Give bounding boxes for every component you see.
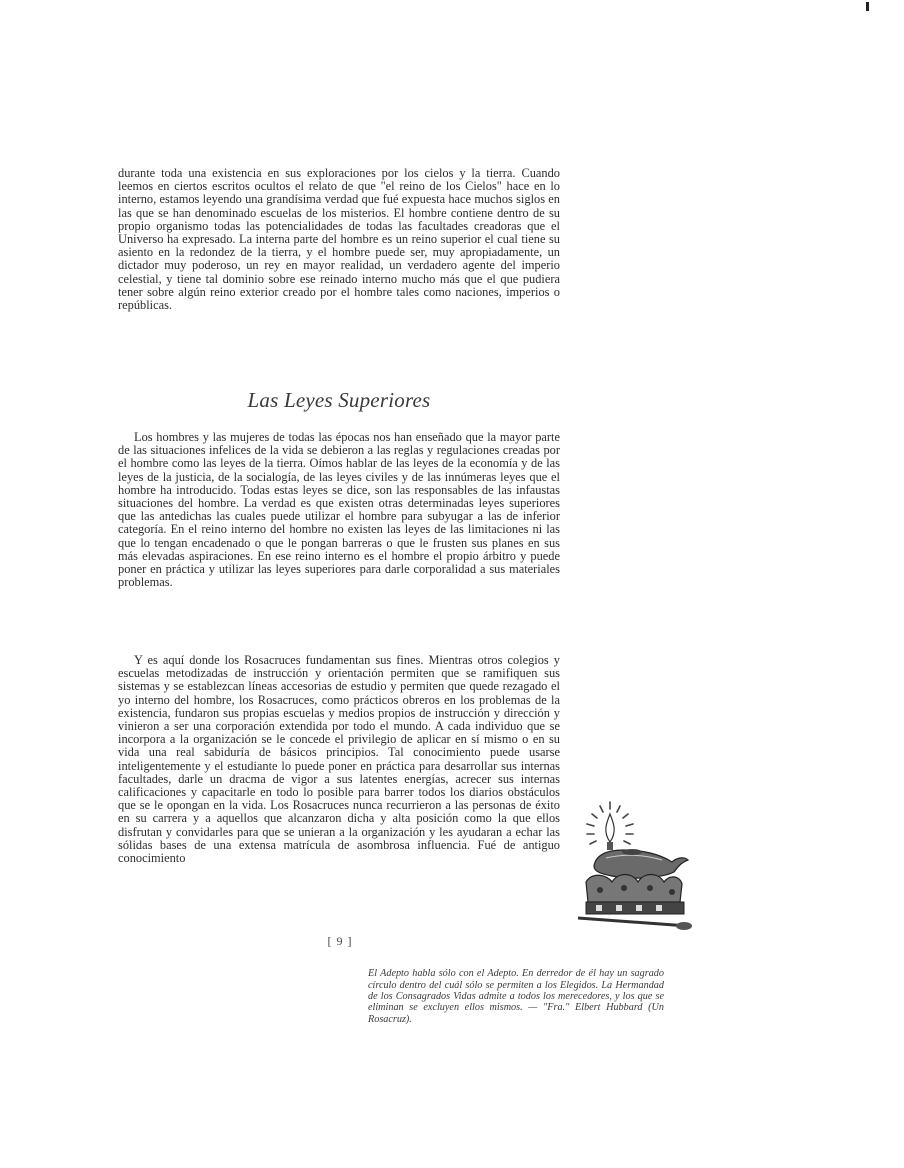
intro-paragraph: durante toda una existencia en sus exploraciones por los cielos y la tierra. Cuando leemos en ciertos escritos ocultos el relato de que "el reino de los Cielos" hace en lo interno, estamos leyendo una grandísima verdad que fué expuesta hace muchos siglos en las que se han denominado escuelas de los misterios. El hombre contiene dentro de su propio organismo todas las potencialidades de todas las facultades creadoras que el Universo ha expresado. La interna parte del hombre es un reino superior el cual tiene su asiento en la redondez de la tierra, y el hombre puede ser, muy apropiadamente, un dictador muy poderoso, un rey en mayor realidad, un verdadero agente del imperio celestial, y tiene tal dominio sobre ese reinado interno mucho más que el que pudiera tener sobre algún reino exterior creado por el hombre tales como naciones, imperios o repúblicas. [118, 166, 560, 313]
page-number: [ 9 ] [327, 934, 353, 948]
body-paragraph-leyes: Los hombres y las mujeres de todas las épocas nos han enseñado que la mayor parte de las situaciones infelices de la vida se debieron a las reglas y regulaciones creadas por el hombre como las leyes de la tierra. Oímos hablar de las leyes de la economía y de las leyes de la justicia, de la socialogía, de las leyes civiles y de las innúmeras leyes que el hombre ha introducido. Todas estas leyes se dice, son las responsables de las infaustas situaciones del hombre. La verdad es que existen otras determinadas leyes superiores que las antedichas las cuales puede utilizar el hombre para subyugar a las de inferior categoría. En el reino interno del hombre no existen las leyes de las limitaciones ni las que lo tengan encadenado o que le pongan barreras o que le frusten sus planes en sus más elevadas aspiraciones. En ese reino interno es el hombre el propio árbitro y puede poner en práctica y utilizar las leyes superiores para darle corporalidad a sus materiales problemas. [118, 430, 560, 590]
margin-mark [866, 2, 869, 11]
section-heading: Las Leyes Superiores [247, 388, 431, 412]
sidebar-quote: El Adepto habla sólo con el Adepto. En derredor de él hay un sagrado círculo dentro del cuál sólo se permiten a los Elegidos. La Hermandad de los Consagrados Vidas admite a todos los merecedores, y los que se eliminan se excluyen ellos mismos. — "Fra." Elbert Hubbard (Un Rosacruz). [368, 968, 664, 1025]
oil-lamp-emblem-icon [572, 798, 696, 934]
body-paragraph-rosacruces: Y es aquí donde los Rosacruces fundamentan sus fines. Mientras otros colegios y escuelas metodizadas de instrucción y orientación permiten que se ramifiquen sus sistemas y se establezcan líneas accesorias de estudio y permiten que quede rezagado el yo interno del hombre, los Rosacruces, como prácticos obreros en los problemas de la existencia, fundaron sus propias escuelas y medios propios de instrucción y dirección y vinieron a ser una corporación extendida por todo el mundo. A cada individuo que se incorpora a la organización se le concede el privilegio de aplicar en sí mismo o en su vida una real sabiduría de básicos principios. Tal conocimiento puede usarse inteligentemente y el estudiante lo puede poner en práctica para desarrollar sus internas facultades, darle un dracma de vigor a sus latentes energías, acrecer sus internas calificaciones y capacitarle en todo lo posible para barrer todos los diarios obstáculos que se le opongan en la vida. Los Rosacruces nunca recurrieron a las personas de éxito en su carrera y a aquellos que alcanzaron dicha y alta posición como la que ellos disfrutan y convidarles para que se unieran a la organización y les ayudaran a echar las sólidas bases de una extensa matrícula de asombrosa influencia. Fué de antiguo conocimiento [118, 653, 560, 866]
